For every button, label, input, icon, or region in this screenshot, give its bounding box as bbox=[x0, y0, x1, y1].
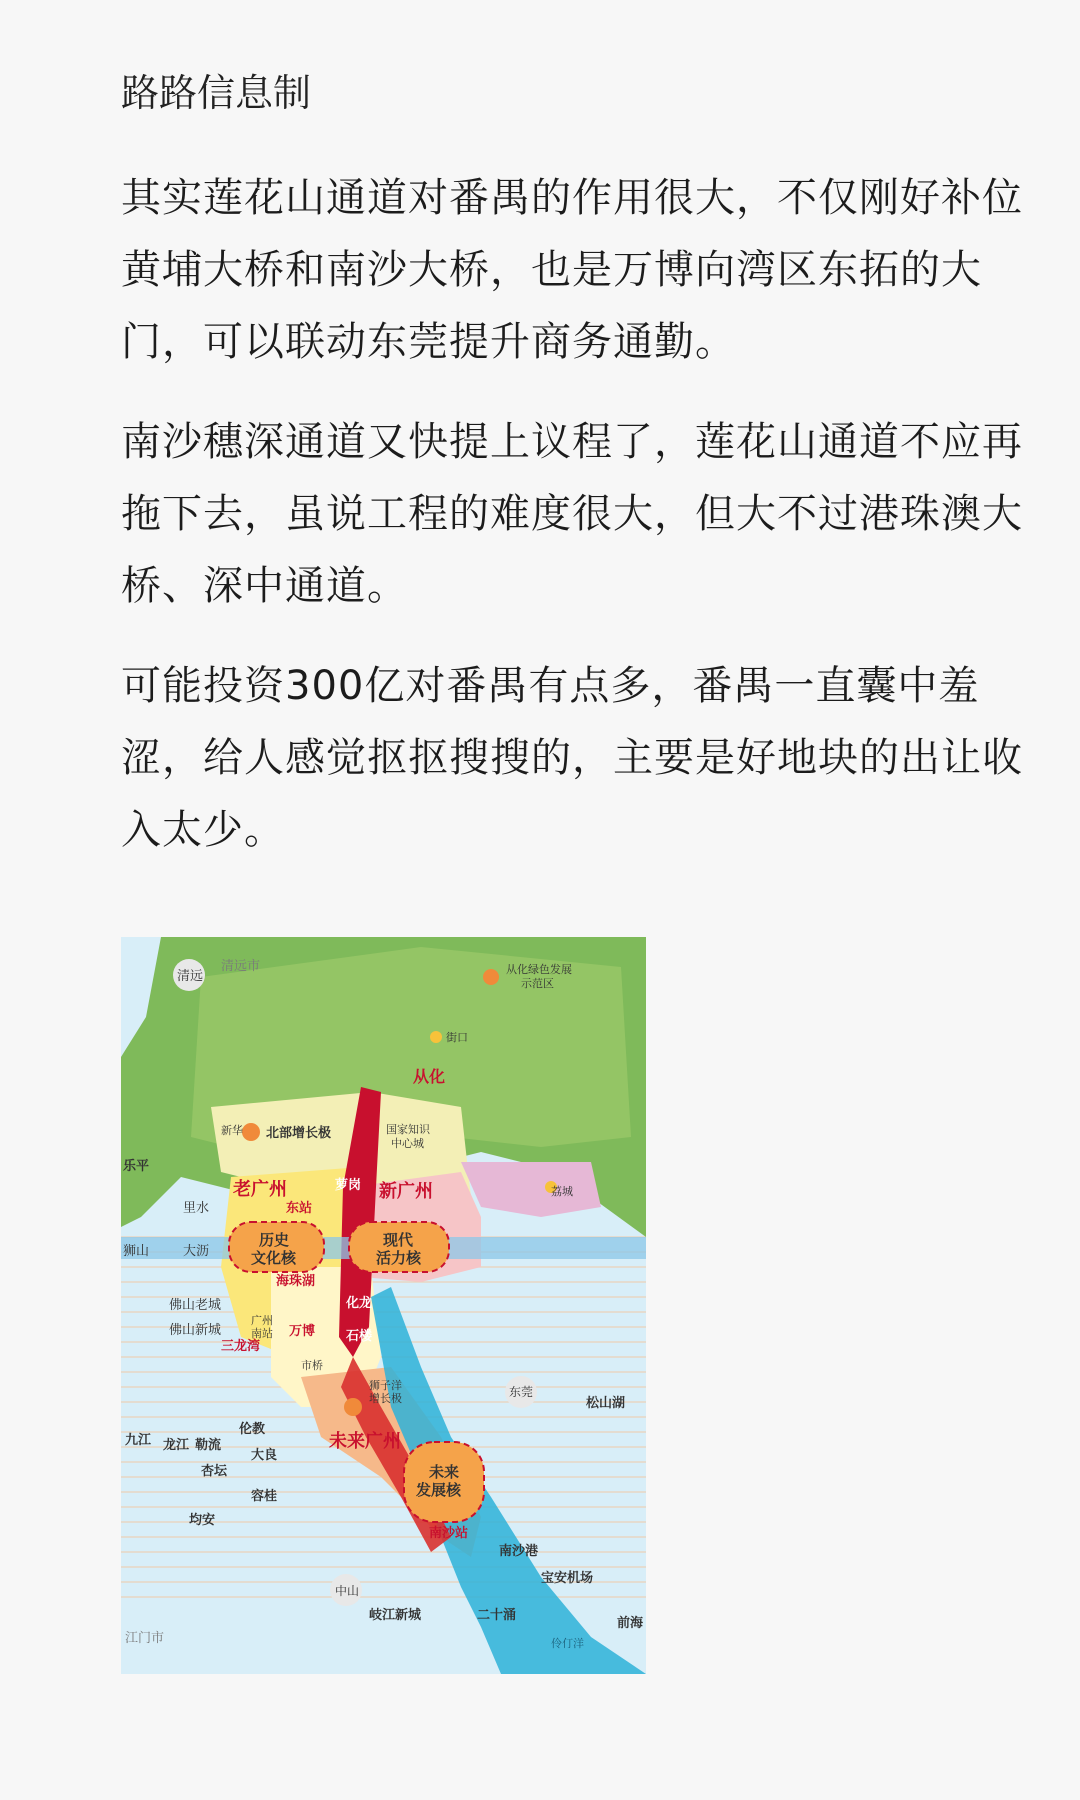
label-future-core: 未来 bbox=[429, 1463, 460, 1481]
label-lizhi: 荔城 bbox=[551, 1185, 573, 1198]
post-paragraph-1: 其实莲花山通道对番禺的作用很大，不仅刚好补位黄埔大桥和南沙大桥，也是万博向湾区东拓的大门，可以联动东莞提升商务通勤。 bbox=[121, 175, 1023, 365]
label-dongzhan: 东站 bbox=[286, 1201, 313, 1216]
label-xingtan: 杏坛 bbox=[201, 1464, 228, 1479]
label-north-pole: 北部增长极 bbox=[266, 1126, 332, 1141]
label-foshan-old: 佛山老城 bbox=[169, 1298, 222, 1313]
label-foshan-new: 佛山新城 bbox=[169, 1323, 222, 1338]
label-shizi2: 增长极 bbox=[369, 1392, 402, 1405]
label-future-gz: 未来广州 bbox=[329, 1431, 401, 1452]
label-shishan: 狮山 bbox=[123, 1244, 150, 1259]
label-modern-core: 现代 bbox=[383, 1231, 414, 1249]
label-ershiyong: 二十涌 bbox=[477, 1608, 517, 1623]
label-songshan-lake: 松山湖 bbox=[586, 1396, 626, 1411]
label-longjiang: 龙江 bbox=[163, 1438, 190, 1453]
north-pole-dot bbox=[242, 1123, 260, 1141]
shizi-dot bbox=[344, 1398, 362, 1416]
post-paragraph-2: 南沙穗深通道又快提上议程了，莲花山通道不应再拖下去，虽说工程的难度很大，但大不过港珠澳大桥、深中通道。 bbox=[121, 419, 1023, 609]
label-old-gz: 老广州 bbox=[233, 1179, 287, 1200]
label-junan: 均安 bbox=[189, 1513, 216, 1528]
label-history-core2: 文化核 bbox=[251, 1249, 297, 1267]
label-qijiang: 岐江新城 bbox=[369, 1608, 422, 1623]
label-jiujiang: 九江 bbox=[125, 1433, 152, 1448]
label-gz-south2: 南站 bbox=[251, 1327, 273, 1340]
label-xinhua: 新华 bbox=[221, 1124, 243, 1137]
label-shilou: 石楼 bbox=[346, 1329, 373, 1344]
label-zhongshan: 中山 bbox=[335, 1584, 360, 1598]
label-hualong: 化龙 bbox=[346, 1296, 373, 1311]
label-qingyuan: 清远 bbox=[177, 969, 204, 984]
label-conghua-green: 从化绿色发展 bbox=[506, 963, 572, 976]
label-knowledge-city: 国家知识 bbox=[386, 1123, 430, 1136]
label-qingyuan-city: 清远市 bbox=[221, 959, 261, 974]
author-name[interactable]: 路路信息制 bbox=[121, 71, 312, 115]
label-jiekou: 街口 bbox=[446, 1031, 468, 1044]
label-shizi: 狮子洋 bbox=[369, 1379, 402, 1392]
label-shiqiao: 市桥 bbox=[301, 1359, 323, 1372]
label-history-core: 历史 bbox=[259, 1231, 290, 1249]
label-lishui: 里水 bbox=[183, 1201, 210, 1216]
label-haizhu-lake: 海珠湖 bbox=[276, 1274, 316, 1289]
label-nansha-station: 南沙站 bbox=[429, 1526, 469, 1541]
label-dongguan: 东莞 bbox=[509, 1385, 534, 1399]
label-new-gz: 新广州 bbox=[379, 1181, 433, 1202]
label-future-core2: 发展核 bbox=[416, 1481, 462, 1499]
label-wanbo: 万博 bbox=[289, 1324, 316, 1339]
planning-map-image[interactable] bbox=[121, 937, 646, 1674]
planning-map-svg bbox=[121, 937, 646, 1674]
label-lunjiao: 伦教 bbox=[239, 1422, 266, 1437]
label-ronggui: 容桂 bbox=[251, 1489, 278, 1504]
label-nansha-port: 南沙港 bbox=[499, 1544, 539, 1559]
label-qianhai: 前海 bbox=[617, 1616, 644, 1631]
label-knowledge-city2: 中心城 bbox=[391, 1137, 424, 1150]
jiekou-dot bbox=[430, 1031, 442, 1043]
label-demo-zone: 示范区 bbox=[521, 977, 554, 990]
label-gz-south: 广州 bbox=[251, 1314, 273, 1327]
label-modern-core2: 活力核 bbox=[376, 1249, 422, 1267]
label-daliang: 大良 bbox=[251, 1448, 278, 1463]
label-lechang: 乐平 bbox=[123, 1159, 150, 1174]
label-luogang: 萝岗 bbox=[335, 1178, 362, 1193]
conghua-green-dot bbox=[483, 969, 499, 985]
label-leliu: 勒流 bbox=[195, 1438, 222, 1453]
label-baoan-airport: 宝安机场 bbox=[541, 1571, 594, 1586]
label-conghua: 从化 bbox=[413, 1067, 446, 1086]
label-dali: 大沥 bbox=[183, 1244, 210, 1259]
label-lingding: 伶仃洋 bbox=[551, 1637, 584, 1650]
label-jiangmen: 江门市 bbox=[125, 1631, 165, 1646]
post-paragraph-3: 可能投资300亿对番禺有点多，番禺一直囊中羞涩，给人感觉抠抠搜搜的，主要是好地块的出让收入太少。 bbox=[121, 663, 1023, 853]
label-sanlongwan: 三龙湾 bbox=[221, 1339, 261, 1354]
